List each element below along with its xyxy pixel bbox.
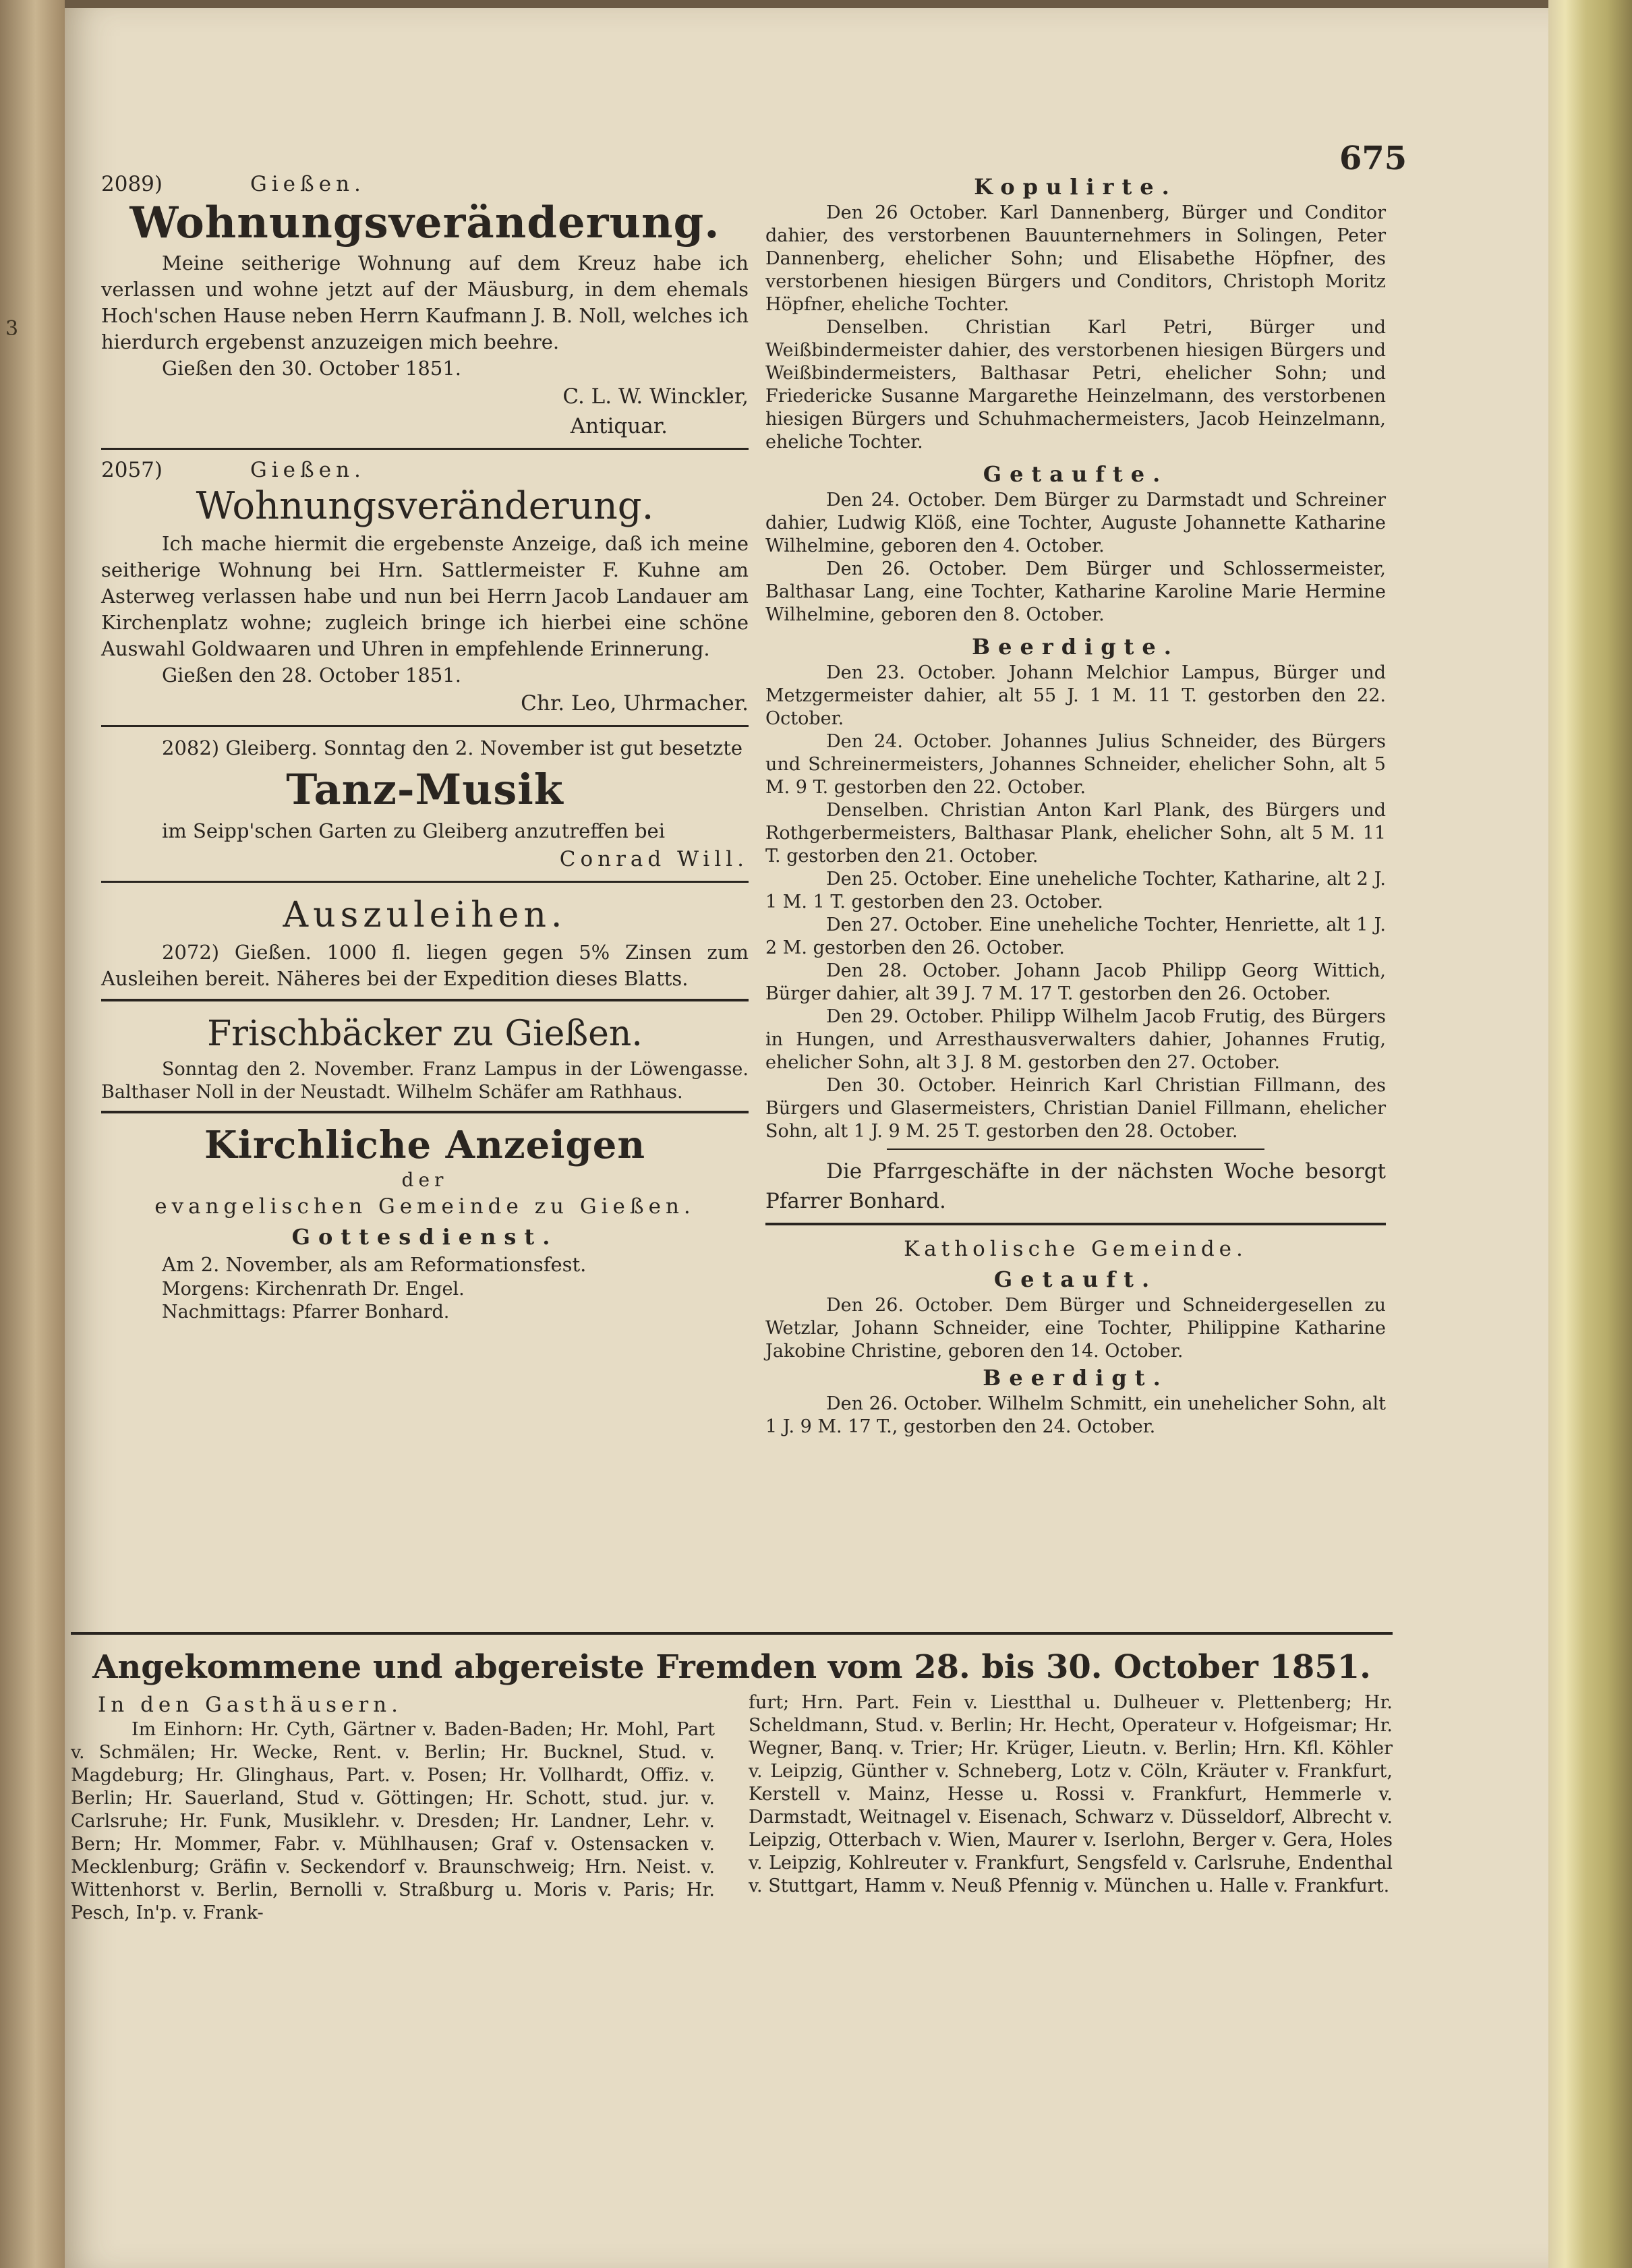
fremde-list: Im Einhorn: Hr. Cyth, Gärtner v. Baden-Baden; Hr. Mohl, Part v. Schmälen; Hr. Wecke, Rent. v. Berlin; Hr. Bucknel, Stud. v. Magdeburg; Hr. Glinghaus, Part. v. Posen; Hr. Vollhardt, Offiz. v. Berlin; Hr. Sauerland, Stud v. Göttingen; Hr. Schott, stud. jur. v. Carlsruhe; Hr. Funk, Musiklehr. v. Dresden; Hr. Landner, Lehr. v. Bern; Hr. Mommer, Fabr. v. Mühlhausen; Graf v. Ostensacken v. Mecklenburg; Gräfin v. Seckendorf v. Braunschweig; Hrn. Neist. v. Wittenhorst v. Berlin, Bernolli v. Straßburg u. Moris v. Paris; Hr. Pesch, In'p. v. Frank-: [71, 1719, 715, 1923]
record: Den 28. October. Johann Jacob Philipp Georg Wittich, Bürger dahier, alt 39 J. 7 M. 17 T. gestorben den 26. October.: [765, 960, 1386, 1004]
service-line: Am 2. November, als am Reformationsfest.: [162, 1253, 587, 1276]
ad-date: Gießen den 28. October 1851.: [162, 664, 461, 687]
facing-page-edge: [0, 0, 65, 2268]
service-line: Morgens: Kirchenrath Dr. Engel.: [162, 1279, 465, 1300]
record: Den 26 October. Karl Dannenberg, Bürger und Conditor dahier, des verstorbenen Bauunternehmers in Solingen, Peter Dannenberg, ehelicher Sohn; und Elisabethe Höpfner, des verstorbenen hiesigen Bürgers und Conditors, Christoph Moritz Höpfner, eheliche Tochter.: [765, 202, 1386, 315]
page-edges: [1548, 0, 1632, 2268]
record: Denselben. Christian Anton Karl Plank, des Bürgers und Rothgerbermeisters, Balthasar Plank, ehelicher Sohn, alt 5 M. 11 T. gestorben den 21. October.: [765, 800, 1386, 867]
ad-2057: [101, 458, 749, 718]
section-body: Sonntag den 2. November. Franz Lampus in der Löwengasse. Balthaser Noll in der Neustadt. Wilhelm Schäfer am Rathhaus.: [101, 1059, 749, 1103]
section-title: Frischbäcker zu Gießen.: [207, 1014, 643, 1054]
ad-number: 2089): [101, 172, 163, 196]
record: Den 29. October. Philipp Wilhelm Jacob Frutig, des Bürgers in Hungen, und Arresthausverwalters dahier, Johannes Frutig, ehelicher Sohn, alt 3 J. 8 M. gestorben den 27. October.: [765, 1006, 1386, 1073]
divider: [101, 725, 749, 727]
ad-signature: C. L. W. Winckler,: [562, 384, 749, 409]
fremde-list: furt; Hrn. Part. Fein v. Liestthal u. Dulheuer v. Plettenberg; Hr. Scheldmann, Stud. v. Berlin; Hr. Hecht, Operateur v. Hofgeismar; Hr. Wegner, Banq. v. Trier; Hr. Krüger, Lieutn. v. Berlin; Hrn. Kfl. Köhler v. Leipzig, Günther v. Schneberg, Lotz v. Cöln, Kräuter v. Frankfurt, Kerstell v. Mainz, Hesse u. Rossi v. Frankfurt, Hemmerle v. Darmstadt, Weitnagel v. Eisenach, Schwarz v. Düsseldorf, Albrecht v. Leipzig, Otterbach v. Wien, Maurer v. Iserlohn, Berger v. Gera, Holes v. Leipzig, Kohlreuter v. Frankfurt, Sengsfeld v. Carlsruhe, Endenthal v. Stuttgart, Hamm v. Neuß Pfennig v. München u. Halle v. Frankfurt.: [749, 1692, 1393, 1896]
service-line: Nachmittags: Pfarrer Bonhard.: [162, 1302, 450, 1322]
ad-title: Auszuleihen.: [283, 895, 567, 935]
divider: [887, 1148, 1264, 1150]
ad-2089: [101, 172, 749, 441]
ad-title: Wohnungsveränderung.: [196, 484, 654, 528]
church-sub1: der: [401, 1169, 448, 1191]
ad-2082: [101, 735, 749, 874]
ad-body: Meine seitherige Wohnung auf dem Kreuz habe ich verlassen und wohne jetzt auf der Mäusburg, in dem ehemals Hoch'schen Hause neben Herrn Kaufmann J. B. Noll, welches ich hierdurch ergebenst anzuzeigen mich beehre.: [101, 252, 749, 353]
fremde-section: [71, 1632, 1393, 1925]
kath-beerdigt-head: Beerdigt.: [983, 1365, 1169, 1391]
record: Den 30. October. Heinrich Karl Christian Fillmann, des Bürgers und Glasermeisters, Christian Daniel Fillmann, ehelicher Sohn, alt 1 J. 9 M. 25 T. gestorben den 28. October.: [765, 1075, 1386, 1142]
page-number: 675: [1339, 140, 1407, 177]
divider: [101, 999, 749, 1001]
fremde-columns: [71, 1691, 1393, 1925]
kath-getauft-head: Getauft.: [993, 1267, 1158, 1292]
left-column: [101, 172, 749, 1324]
ad-body: im Seipp'schen Garten zu Gleiberg anzutreffen bei: [162, 819, 665, 842]
ad-title: Wohnungsveränderung.: [129, 198, 720, 248]
ad-2072: [101, 891, 749, 992]
divider: [71, 1632, 1393, 1635]
ad-place: Gießen.: [250, 458, 366, 482]
divider: [765, 1223, 1386, 1225]
ad-place: Gießen.: [250, 172, 366, 196]
margin-mark: 3: [5, 317, 19, 341]
kath-head: Katholische Gemeinde.: [904, 1237, 1248, 1261]
record: Den 24. October. Dem Bürger zu Darmstadt und Schreiner dahier, Ludwig Klöß, eine Tochter, Auguste Johannette Katharine Wilhelmine, geboren den 4. October.: [765, 490, 1386, 556]
fremde-right-column: [749, 1691, 1393, 1925]
church-sub2: evangelischen Gemeinde zu Gießen.: [154, 1194, 695, 1219]
ad-signature: Conrad Will.: [559, 847, 749, 871]
fremde-left-column: [71, 1691, 715, 1925]
record: Den 23. October. Johann Melchior Lampus, Bürger und Metzgermeister dahier, alt 55 J. 1 M. 11 T. gestorben den 22. October.: [765, 662, 1386, 729]
record: Den 24. October. Johannes Julius Schneider, des Bürgers und Schreinermeisters, Johannes Schneider, ehelicher Sohn, alt 5 M. 9 T. gestorben den 22. October.: [765, 731, 1386, 798]
ad-signature-role: Antiquar.: [570, 414, 668, 438]
getaufte-head: Getaufte.: [983, 461, 1169, 487]
church-notices: [101, 1122, 749, 1324]
ad-body: Ich mache hiermit die ergebenste Anzeige, daß ich meine seitherige Wohnung bei Hrn. Sattlermeister F. Kuhne am Asterweg verlassen habe und nun bei Herrn Jacob Landauer am Kirchenplatz wohne; zugleich bringe ich hierbei eine schöne Auswahl Goldwaaren und Uhren in empfehlende Erinnerung.: [101, 532, 749, 660]
beerdigte-head: Beerdigte.: [972, 634, 1179, 660]
record: Den 26. October. Wilhelm Schmitt, ein unehelicher Sohn, alt 1 J. 9 M. 17 T., gestorben den 24. October.: [765, 1393, 1386, 1437]
record: Den 26. October. Dem Bürger und Schneidergesellen zu Wetzlar, Johann Schneider, eine Tochter, Philippine Katharine Jakobine Christine, geboren den 14. October.: [765, 1295, 1386, 1362]
ad-number: 2057): [101, 458, 163, 482]
divider: [101, 448, 749, 450]
ad-signature: Chr. Leo, Uhrmacher.: [521, 691, 749, 716]
record: Den 27. October. Eine uneheliche Tochter, Henriette, alt 1 J. 2 M. gestorben den 26. October.: [765, 914, 1386, 958]
frischbaecker: [101, 1010, 749, 1104]
record: Den 26. October. Dem Bürger und Schlossermeister, Balthasar Lang, eine Tochter, Katharine Karoline Marie Hermine Wilhelmine, geboren den 8. October.: [765, 558, 1386, 625]
ad-title: Tanz-Musik: [286, 765, 564, 814]
ad-date: Gießen den 30. October 1851.: [162, 357, 461, 380]
divider: [101, 1111, 749, 1113]
record: Den 25. October. Eine uneheliche Tochter, Katharine, alt 2 J. 1 M. 1 T. gestorben den 23. October.: [765, 869, 1386, 912]
kopulirte-head: Kopulirte.: [974, 174, 1177, 200]
fremde-title: Angekommene und abgereiste Fremden vom 28. bis 30. October 1851.: [92, 1648, 1371, 1686]
fremde-sub: In den Gasthäusern.: [98, 1693, 403, 1717]
ad-intro: 2082) Gleiberg. Sonntag den 2. November ist gut besetzte: [162, 736, 743, 759]
record: Denselben. Christian Karl Petri, Bürger und Weißbindermeister dahier, des verstorbenen hiesigen Bürgers und Weißbindermeisters, Balthasar Petri, ehelicher Sohn; und Friedericke Susanne Margarethe Heinzelmann, des verstorbenen hiesigen Bürgers und Schuhmachermeisters, Jacob Heinzelmann, eheliche Tochter.: [765, 317, 1386, 453]
right-column: [765, 172, 1386, 1438]
pfarr-note: Die Pfarrgeschäfte in der nächsten Woche besorgt Pfarrer Bonhard.: [765, 1159, 1386, 1213]
ad-body: 2072) Gießen. 1000 fl. liegen gegen 5% Zinsen zum Ausleihen bereit. Näheres bei der Expedition dieses Blatts.: [101, 941, 749, 990]
church-title: Kirchliche Anzeigen: [204, 1123, 646, 1167]
divider: [101, 881, 749, 883]
service-head: Gottesdienst.: [291, 1224, 558, 1250]
